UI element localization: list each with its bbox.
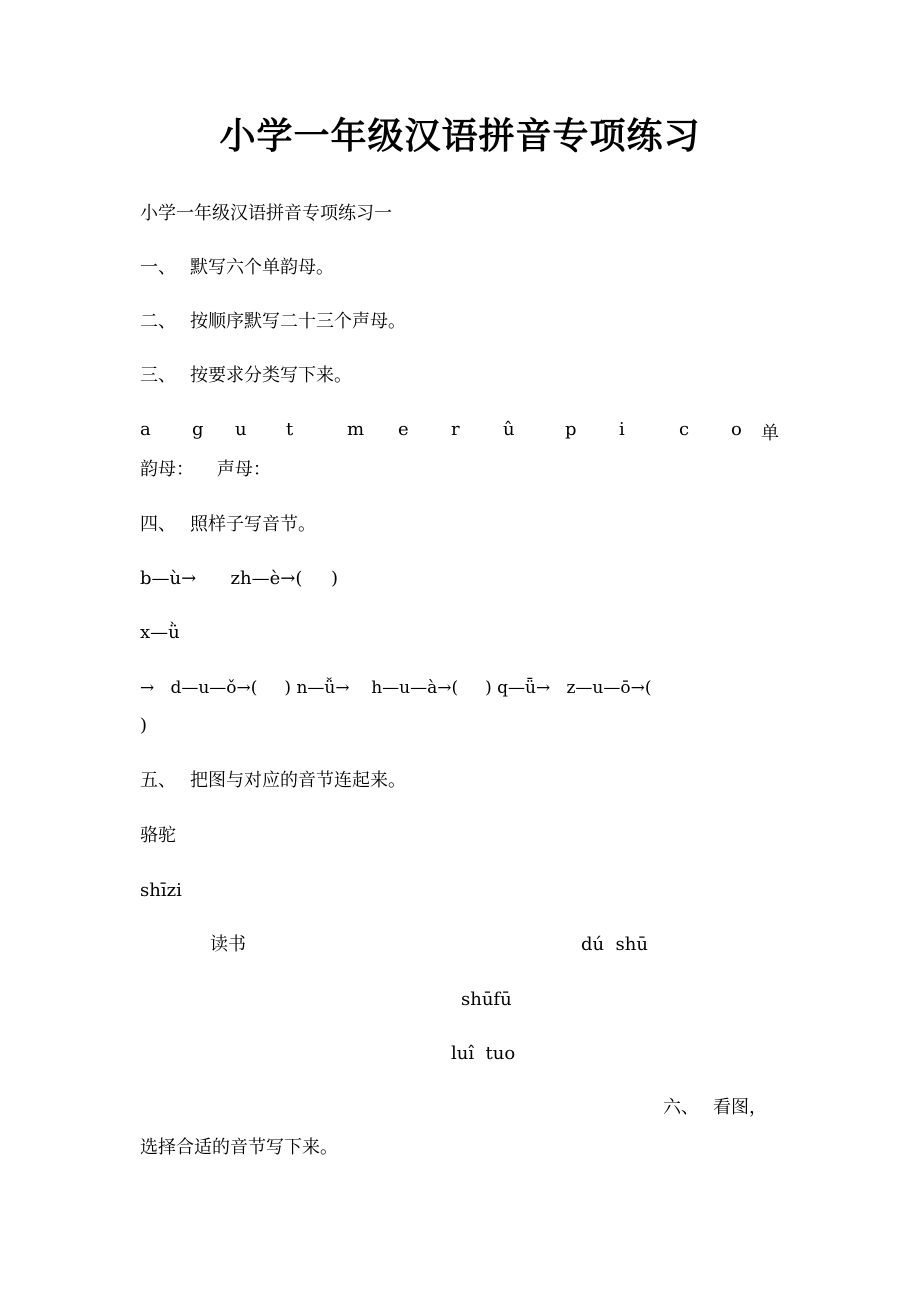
pinyin-luotuo: luî tuo: [451, 1043, 516, 1064]
letter-item: g: [192, 419, 204, 440]
question-4-number: 四、: [140, 514, 176, 535]
question-1: [140, 256, 334, 280]
question-6-text: 看图，: [713, 1097, 767, 1118]
example-line-3: → d—u—ǒ→( ) n—ǚ→ h—u—à→( ) q—ǖ→ z—u—ō→(: [140, 678, 652, 698]
question-1-text: 默写六个单韵母。: [190, 257, 334, 278]
letter-item: o: [731, 419, 742, 440]
question-2: [140, 310, 406, 334]
pinyin-shizi: shīzi: [140, 880, 182, 901]
question-5-number: 五、: [140, 770, 176, 791]
question-2-text: 按顺序默写二十三个声母。: [190, 311, 406, 332]
pinyin-shufu: shūfū: [461, 989, 512, 1010]
letter-item: 单: [761, 423, 779, 444]
letter-item: m: [347, 419, 365, 440]
question-4-text: 照样子写音节。: [190, 514, 316, 535]
letter-item: c: [679, 419, 690, 440]
question-6-continued: 选择合适的音节写下来。: [140, 1137, 338, 1158]
letter-item: u: [235, 419, 247, 440]
letter-list: [140, 419, 780, 443]
letter-item: e: [398, 419, 409, 440]
letter-item: û: [503, 419, 515, 440]
example-line-2: x—ǜ: [140, 622, 180, 643]
example-line-4: ): [140, 715, 148, 736]
question-3-text: 按要求分类写下来。: [190, 365, 352, 386]
example-line-1: b—ù→ zh—è→( ): [140, 568, 338, 589]
question-3-number: 三、: [140, 365, 176, 386]
word-luotuo: 骆驼: [140, 825, 176, 846]
letter-item: t: [286, 419, 294, 440]
letter-item: i: [619, 419, 625, 440]
question-4: [140, 513, 316, 537]
page-title: 小学一年级汉语拼音专项练习: [219, 115, 701, 157]
letter-item: p: [565, 419, 577, 440]
question-5: [140, 769, 406, 793]
letter-item: r: [451, 419, 460, 440]
word-dushu: 读书: [210, 934, 246, 955]
question-1-number: 一、: [140, 257, 176, 278]
question-5-text: 把图与对应的音节连起来。: [190, 770, 406, 791]
pinyin-dushu: dú shū: [581, 934, 648, 955]
question-6: [663, 1096, 767, 1120]
subtitle: 小学一年级汉语拼音专项练习一: [140, 203, 392, 224]
question-3: [140, 364, 352, 388]
question-6-number: 六、: [663, 1097, 699, 1118]
classify-line: 韵母： 声母：: [140, 459, 271, 480]
question-2-number: 二、: [140, 311, 176, 332]
letter-item: a: [140, 419, 151, 440]
